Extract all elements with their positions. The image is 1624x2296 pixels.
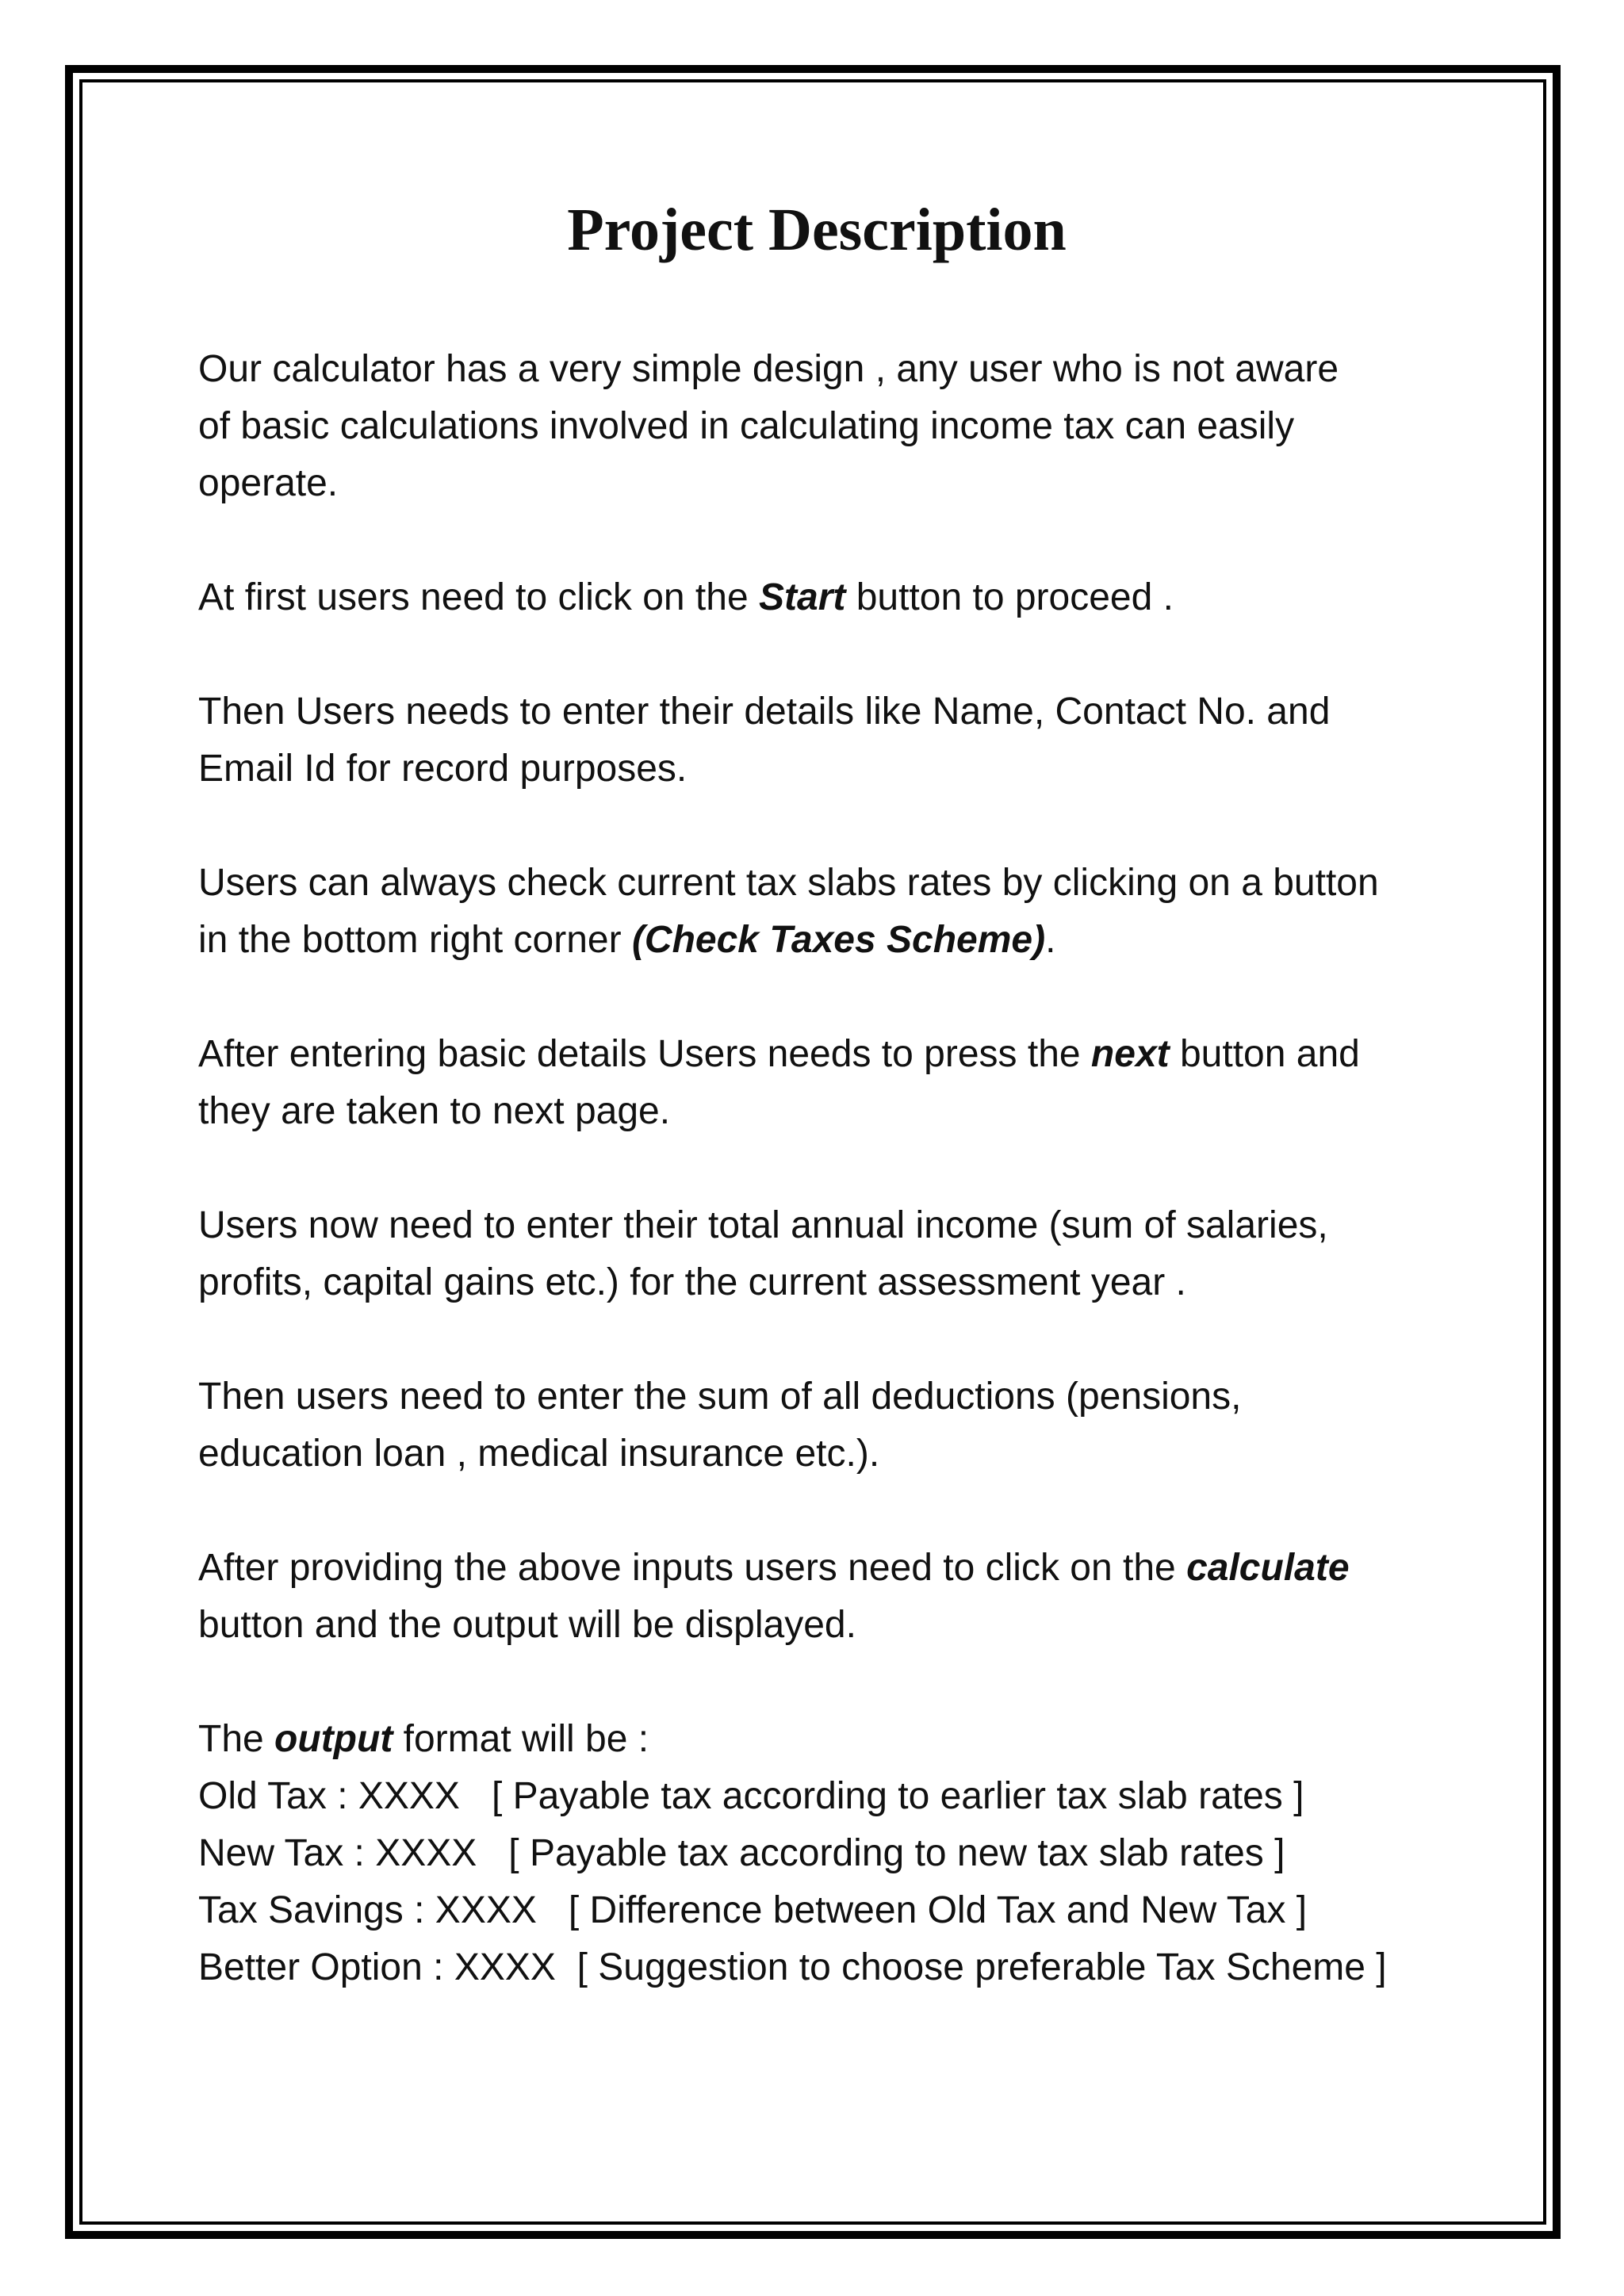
output-new-tax-line: New Tax : XXXX [ Payable tax according to new tax slab rates ] — [198, 1832, 1285, 1874]
output-text-post: format will be : — [393, 1718, 649, 1760]
title-block — [198, 190, 1443, 270]
tax-slabs-paragraph — [198, 855, 1379, 969]
output-intro-line — [198, 1711, 1387, 1768]
deductions-line-2: education loan , medical insurance etc.). — [198, 1433, 880, 1475]
next-line-2: they are taken to next page. — [198, 1090, 671, 1132]
intro-line-2: of basic calculations involved in calculating income tax can easily — [198, 405, 1295, 447]
start-line — [198, 569, 1174, 626]
start-text-pre: At first users need to click on the — [198, 576, 759, 618]
next-line-1 — [198, 1026, 1360, 1083]
calculate-line-1 — [198, 1540, 1350, 1597]
next-text-pre: After entering basic details Users needs to press the — [198, 1033, 1091, 1075]
check-taxes-keyword: (Check Taxes Scheme) — [631, 919, 1046, 961]
calculate-line-2: button and the output will be displayed. — [198, 1604, 856, 1646]
details-line-1: Then Users needs to enter their details like Name, Contact No. and — [198, 691, 1331, 733]
calculate-keyword: calculate — [1186, 1547, 1350, 1589]
details-paragraph — [198, 683, 1330, 798]
calculate-text-pre: After providing the above inputs users need to click on the — [198, 1547, 1187, 1589]
calculate-paragraph — [198, 1540, 1350, 1654]
tax-slabs-line-2 — [198, 912, 1379, 969]
output-paragraph — [198, 1711, 1387, 1996]
tax-slabs-text-pre: in the bottom right corner — [198, 919, 632, 961]
start-paragraph — [198, 569, 1174, 626]
intro-paragraph — [198, 341, 1339, 512]
output-better-option-line: Better Option : XXXX [ Suggestion to choose preferable Tax Scheme ] — [198, 1946, 1387, 1988]
output-text-pre: The — [198, 1718, 275, 1760]
output-old-tax-line: Old Tax : XXXX [ Payable tax according to earlier tax slab rates ] — [198, 1775, 1304, 1817]
page-title: Project Description — [567, 197, 1067, 263]
tax-slabs-text-post: . — [1045, 919, 1056, 961]
output-keyword: output — [274, 1718, 393, 1760]
start-keyword: Start — [759, 576, 846, 618]
tax-slabs-line-1: Users can always check current tax slabs rates by clicking on a button — [198, 862, 1379, 904]
deductions-line-1: Then users need to enter the sum of all deductions (pensions, — [198, 1376, 1242, 1418]
income-line-1: Users now need to enter their total annual income (sum of salaries, — [198, 1204, 1328, 1246]
next-paragraph — [198, 1026, 1360, 1140]
deductions-paragraph — [198, 1368, 1241, 1483]
next-text-post: button and — [1169, 1033, 1360, 1075]
details-line-2: Email Id for record purposes. — [198, 748, 688, 790]
intro-line-1: Our calculator has a very simple design , any user who is not aware — [198, 348, 1339, 390]
intro-line-3: operate. — [198, 462, 339, 504]
income-paragraph — [198, 1197, 1328, 1311]
income-line-2: profits, capital gains etc.) for the current assessment year . — [198, 1261, 1186, 1303]
start-text-post: button to proceed . — [845, 576, 1174, 618]
output-tax-savings-line: Tax Savings : XXXX [ Difference between Old Tax and New Tax ] — [198, 1889, 1308, 1931]
next-keyword: next — [1090, 1033, 1170, 1075]
